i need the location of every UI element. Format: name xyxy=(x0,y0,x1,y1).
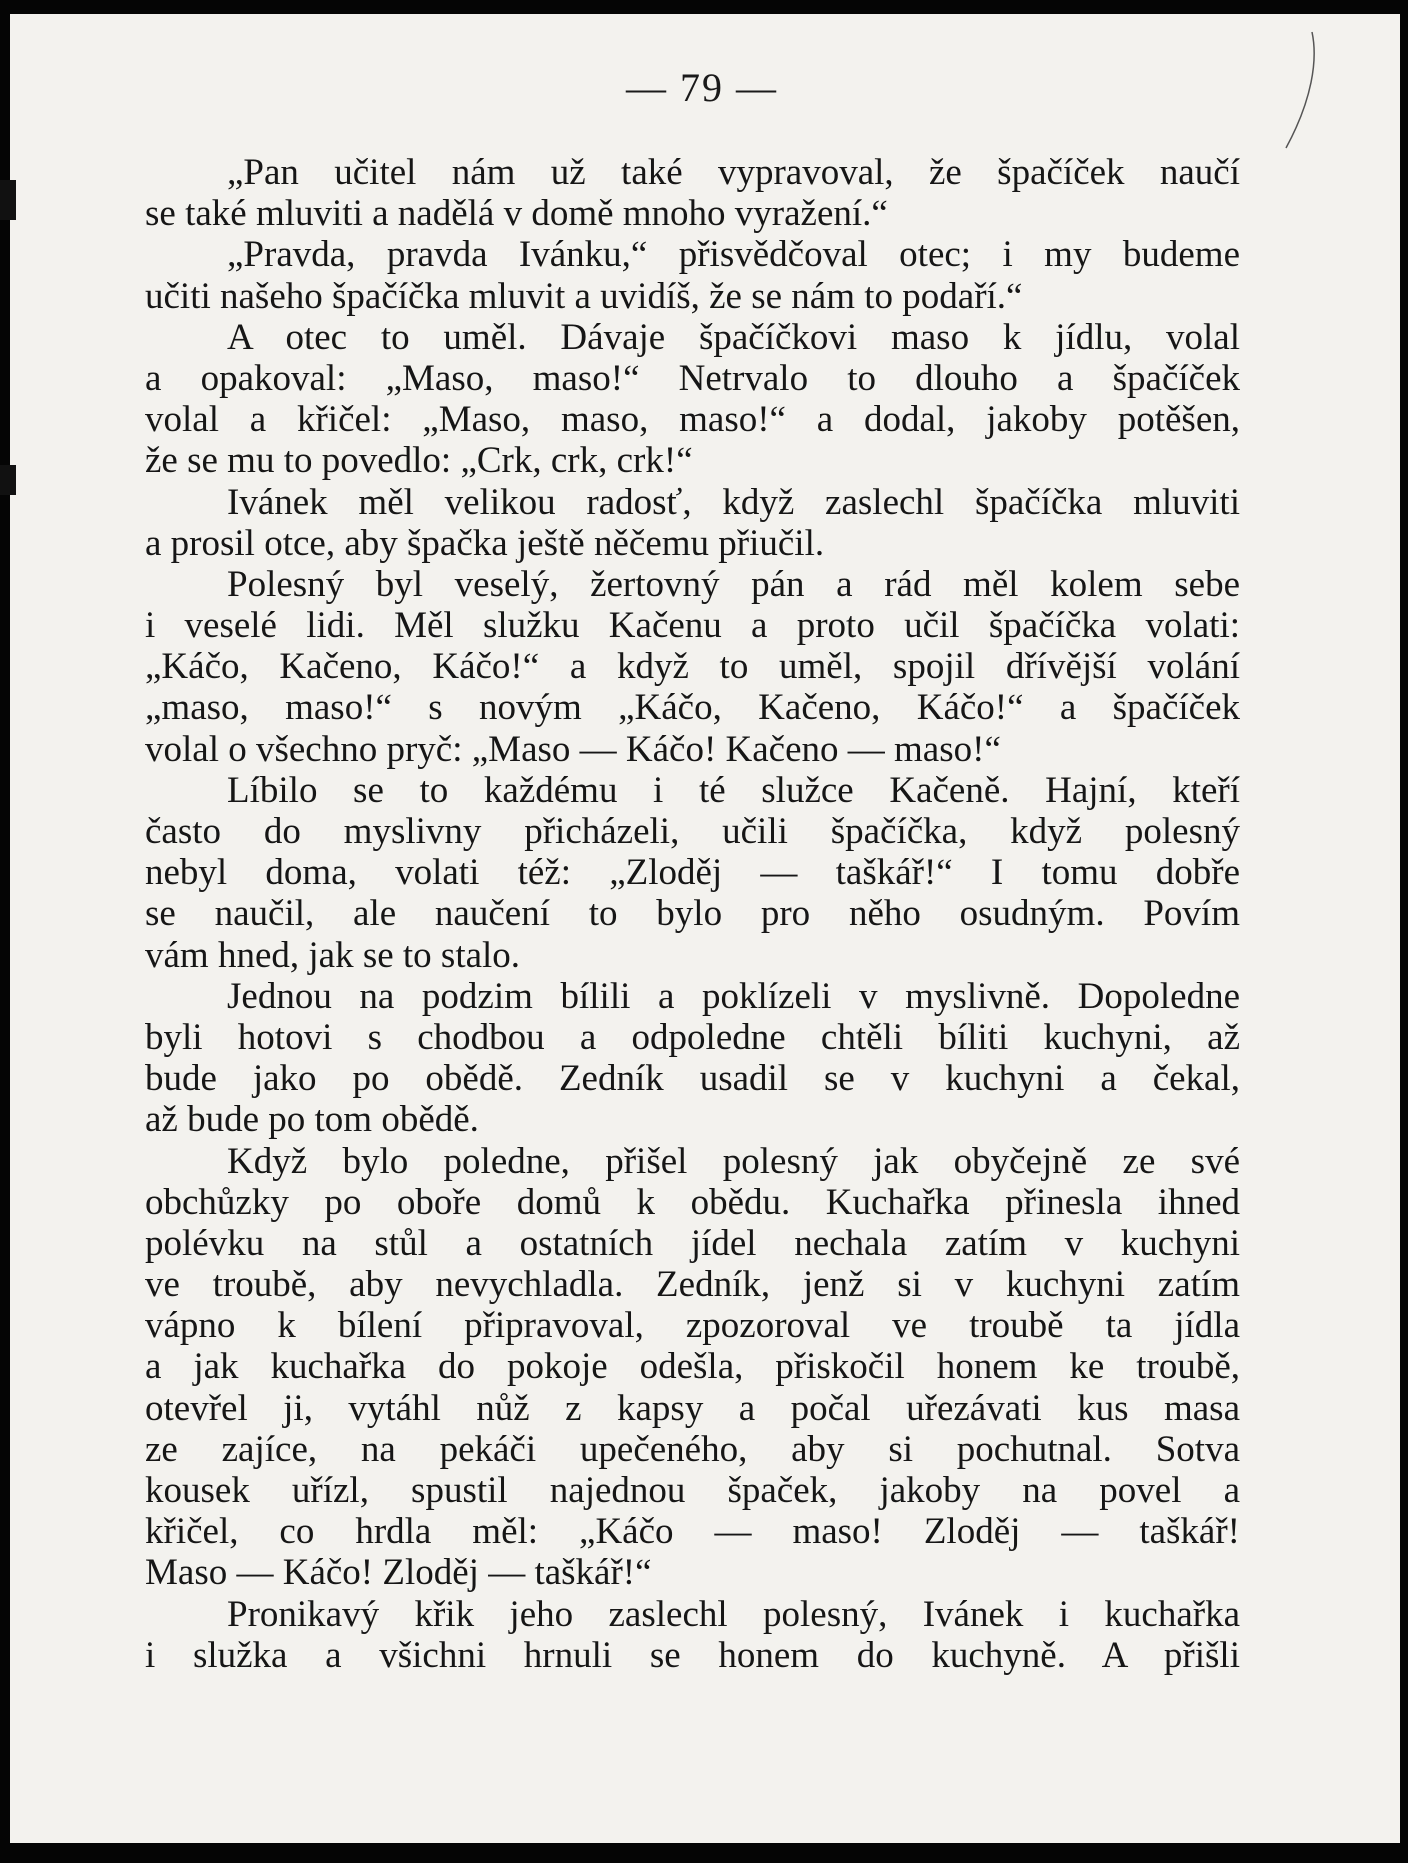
scan-margin-mark xyxy=(0,180,16,220)
text-line: a prosil otce, aby špačka ještě něčemu přiučil. xyxy=(145,522,825,564)
text-line: ze zajíce, na pekáči upečeného, aby si pochutnal. Sotva xyxy=(145,1428,1240,1470)
text-line: ve troubě, aby nevychladla. Zedník, jenž si v kuchyni zatím xyxy=(145,1264,1240,1306)
text-line: kousek uřízl, spustil najednou špaček, jakoby na povel a xyxy=(145,1470,1240,1511)
text-line: Líbilo se to každému i té služce Kačeně. Hajní, kteří xyxy=(227,769,1240,811)
page-number xyxy=(0,64,1408,111)
text-line: volal o všechno pryč: „Maso — Káčo! Kačeno — maso!“ xyxy=(145,728,1001,770)
text-line: „maso, maso!“ s novým „Káčo, Kačeno, Káčo!“ a špačíček xyxy=(145,687,1240,729)
text-line: Když bylo poledne, přišel polesný jak obyčejně ze své xyxy=(227,1140,1240,1182)
text-line: „Pravda, pravda Ivánku,“ přisvědčoval otec; i my budeme xyxy=(227,234,1240,276)
text-line: „Pan učitel nám už také vypravoval, že špačíček naučí xyxy=(227,152,1240,193)
text-line: Jednou na podzim bílili a poklízeli v myslivně. Dopoledne xyxy=(227,975,1240,1017)
scan-border-right xyxy=(1400,0,1408,1863)
text-line: i veselé lidi. Měl služku Kačenu a proto učil špačíčka volati: xyxy=(145,605,1240,647)
text-line: „Káčo, Kačeno, Káčo!“ a když to uměl, spojil dřívější volání xyxy=(145,646,1240,688)
scan-border-left xyxy=(0,0,10,1863)
text-line: se také mluviti a nadělá v domě mnoho vyražení.“ xyxy=(145,193,888,235)
body-text xyxy=(145,152,1240,1676)
text-line: často do myslivny přicházeli, učili špačíčka, když polesný xyxy=(145,811,1240,852)
scan-margin-mark xyxy=(0,465,16,495)
text-line: byli hotovi s chodbou a odpoledne chtěli bíliti kuchyni, až xyxy=(145,1016,1240,1058)
text-line: Maso — Káčo! Zloděj — taškář!“ xyxy=(145,1552,652,1594)
text-line: křičel, co hrdla měl: „Káčo — maso! Zloděj — taškář! xyxy=(145,1511,1240,1553)
text-line: se naučil, ale naučení to bylo pro něho osudným. Povím xyxy=(145,893,1240,935)
text-line: učiti našeho špačíčka mluvit a uvidíš, že se nám to podaří.“ xyxy=(145,275,1023,317)
text-line: a jak kuchařka do pokoje odešla, přiskočil honem ke troubě, xyxy=(145,1346,1240,1388)
text-line: i služka a všichni hrnuli se honem do kuchyně. A přišli xyxy=(145,1634,1240,1676)
scan-border-top xyxy=(0,0,1408,14)
text-line: Pronikavý křik jeho zaslechl polesný, Ivánek i kuchařka xyxy=(227,1593,1240,1635)
text-line: bude jako po obědě. Zedník usadil se v kuchyni a čekal, xyxy=(145,1058,1240,1100)
text-line: obchůzky po oboře domů k obědu. Kuchařka přinesla ihned xyxy=(145,1181,1240,1223)
text-line: A otec to uměl. Dávaje špačíčkovi maso k jídlu, volal xyxy=(227,316,1240,358)
text-line: otevřel ji, vytáhl nůž z kapsy a počal uřezávati kus masa xyxy=(145,1387,1240,1429)
text-line: polévku na stůl a ostatních jídel nechala zatím v kuchyni xyxy=(145,1222,1240,1264)
text-line: vám hned, jak se to stalo. xyxy=(145,934,521,976)
scan-border-bottom xyxy=(0,1843,1408,1863)
text-line: vápno k bílení připravoval, zpozoroval ve troubě ta jídla xyxy=(145,1305,1240,1347)
text-line: až bude po tom obědě. xyxy=(145,1099,479,1141)
text-line: volal a křičel: „Maso, maso, maso!“ a dodal, jakoby potěšen, xyxy=(145,399,1240,441)
text-line: že se mu to povedlo: „Crk, crk, crk!“ xyxy=(145,440,693,482)
text-line: a opakoval: „Maso, maso!“ Netrvalo to dlouho a špačíček xyxy=(145,357,1240,399)
text-line: Polesný byl veselý, žertovný pán a rád měl kolem sebe xyxy=(227,563,1240,605)
text-line: Ivánek měl velikou radosť, když zaslechl špačíčka mluviti xyxy=(227,481,1240,523)
text-line: nebyl doma, volati též: „Zloděj — taškář!“ I tomu dobře xyxy=(145,852,1240,894)
page-number-text: — 79 — xyxy=(626,65,778,110)
